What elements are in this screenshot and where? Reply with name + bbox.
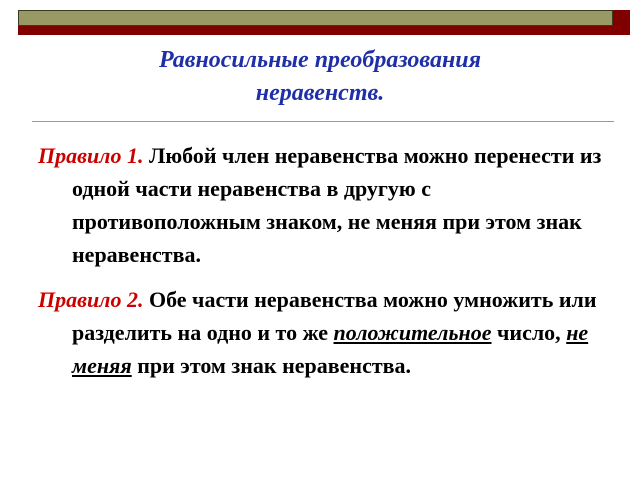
header-bar-red bbox=[18, 26, 630, 35]
rule-2-text-b: число, bbox=[491, 320, 567, 345]
header-bar-olive bbox=[18, 10, 613, 26]
rule-2-text-c: при этом знак неравенства. bbox=[131, 353, 412, 378]
rule-1 bbox=[38, 139, 613, 271]
rule-2-text-a: Обе части неравенства можно умножить или разделить на одно и то же bbox=[72, 287, 597, 345]
rule-2-emphasis-positive: положительное bbox=[333, 320, 492, 345]
rule-2 bbox=[38, 283, 613, 382]
title-divider bbox=[32, 121, 614, 122]
rule-2-label: Правило 2. bbox=[38, 287, 144, 312]
rule-2-emphasis-not-changing: не меняя bbox=[72, 320, 589, 378]
header-corner-square bbox=[613, 10, 630, 26]
slide-title-line1: Равносильные преобразования bbox=[158, 47, 481, 73]
rule-1-text: Любой член неравенства можно перенести из одной части неравенства в другую с противоположным знаком, не меняя при этом знак неравенства. bbox=[72, 143, 602, 267]
rule-1-label: Правило 1. bbox=[38, 143, 144, 168]
slide-title-line2: неравенств. bbox=[255, 80, 385, 106]
slide-title bbox=[0, 44, 640, 110]
